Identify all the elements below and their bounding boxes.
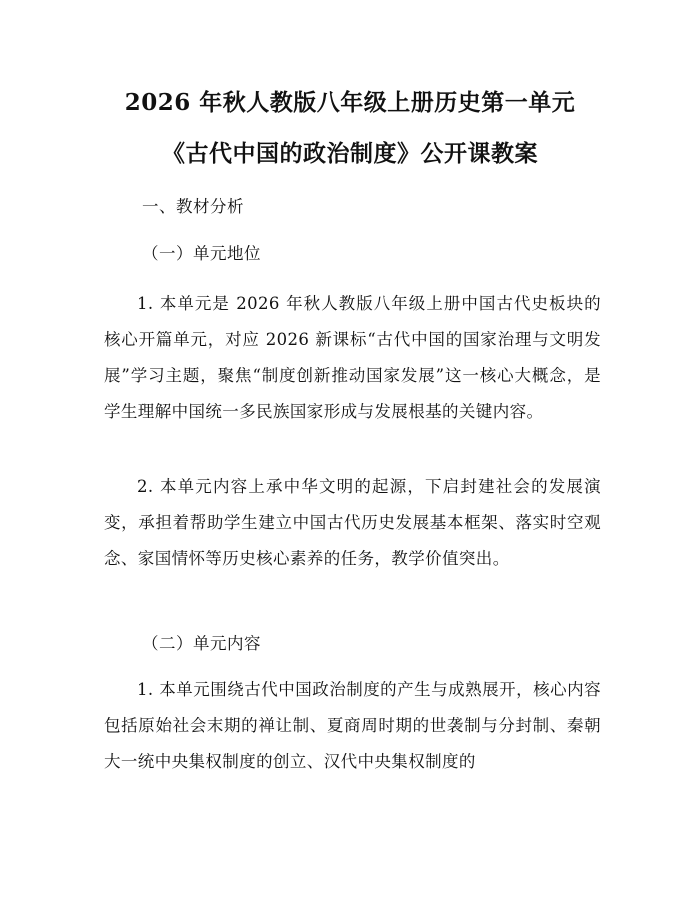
subsection-heading-unit-position: （一）单元地位 xyxy=(142,244,261,263)
paragraph-unit-position-2: 2. 本单元内容上承中华文明的起源，下启封建社会的发展演变，承担着帮助学生建立中国古代历史发展基本框架、落实时空观念、家国情怀等历史核心素养的任务，教学价值突出。 xyxy=(104,477,601,568)
section-heading-textbook-analysis: 一、教材分析 xyxy=(142,197,244,216)
paragraph-unit-position-1: 1. 本单元是 2026 年秋人教版八年级上册中国古代史板块的核心开篇单元，对应 2026 新课标“古代中国的国家治理与文明发展”学习主题，聚焦“制度创新推动国家发展”这一核心大概念，是学生理解中国统一多民族国家形成与发展根基的关键内容。 xyxy=(104,294,601,421)
paragraph-unit-content-1: 1. 本单元围绕古代中国政治制度的产生与成熟展开，核心内容包括原始社会末期的禅让制、夏商周时期的世袭制与分封制、秦朝大一统中央集权制度的创立、汉代中央集权制度的 xyxy=(104,680,601,771)
subsection-heading-unit-content: （二）单元内容 xyxy=(142,634,261,653)
document-title-line-1: 2026 年秋人教版八年级上册历史第一单元 xyxy=(124,89,576,116)
document-title-line-2: 《古代中国的政治制度》公开课教案 xyxy=(162,140,538,167)
